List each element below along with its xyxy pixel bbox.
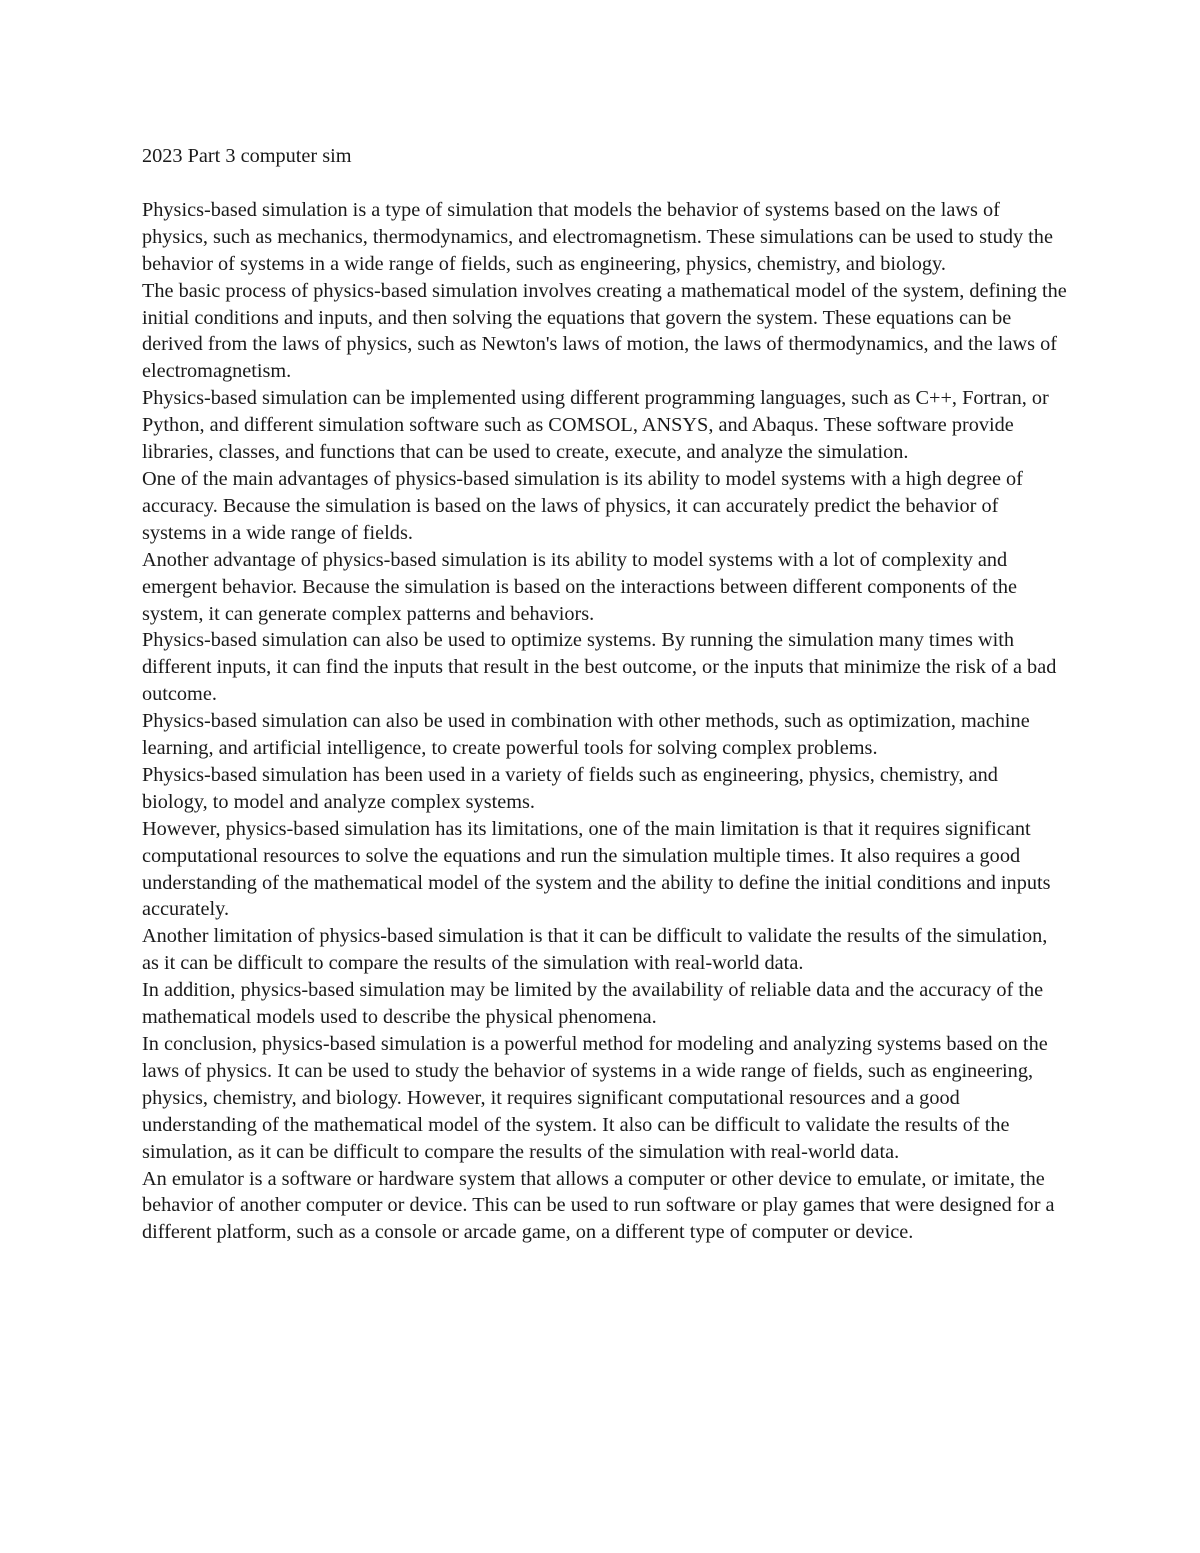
paragraph-13: An emulator is a software or hardware system that allows a computer or other device to emulate, or imitate, the behavior of another computer or device. This can be used to run software or play games that were designed for a different platform, such as a console or arcade game, on a different type of computer or device. <box>142 1167 1055 1244</box>
paragraph-5: Another advantage of physics-based simulation is its ability to model systems with a lot of complexity and emergent behavior. Because the simulation is based on the interactions between different components of the system, it can generate complex patterns and behaviors. <box>142 548 1018 625</box>
paragraph-6: Physics-based simulation can also be used to optimize systems. By running the simulation many times with different inputs, it can find the inputs that result in the best outcome, or the inputs that minimize the risk of a bad outcome. <box>142 629 1057 706</box>
paragraph-8: Physics-based simulation has been used in a variety of fields such as engineering, physics, chemistry, and biology, to model and analyze complex systems. <box>142 763 998 813</box>
paragraph-2: The basic process of physics-based simulation involves creating a mathematical model of the system, defining the initial conditions and inputs, and then solving the equations that govern the system. These equations can be derived from the laws of physics, such as Newton's laws of motion, the laws of thermodynamics, and the laws of electromagnetism. <box>142 279 1067 383</box>
paragraph-3: Physics-based simulation can be implemented using different programming languages, such as C++, Fortran, or Python, and different simulation software such as COMSOL, ANSYS, and Abaqus. These software provide libraries, classes, and functions that can be used to create, execute, and analyze the simulation. <box>142 387 1049 464</box>
paragraph-11: In addition, physics-based simulation may be limited by the availability of reliable data and the accuracy of the mathematical models used to describe the physical phenomena. <box>142 979 1044 1029</box>
paragraph-4: One of the main advantages of physics-based simulation is its ability to model systems with a high degree of accuracy. Because the simulation is based on the laws of physics, it can accurately predict the behavior of systems in a wide range of fields. <box>142 467 1023 544</box>
paragraph-9: However, physics-based simulation has its limitations, one of the main limitation is that it requires significant computational resources to solve the equations and run the simulation multiple times. It also requires a good understanding of the mathematical model of the system and the ability to define the initial conditions and inputs accurately. <box>142 817 1051 921</box>
document-body <box>142 143 1067 1246</box>
paragraph-10: Another limitation of physics-based simulation is that it can be difficult to validate the results of the simulation, as it can be difficult to compare the results of the simulation with real-world data. <box>142 925 1048 975</box>
paragraph-1: Physics-based simulation is a type of simulation that models the behavior of systems based on the laws of physics, such as mechanics, thermodynamics, and electromagnetism. These simulations can be used to study the behavior of systems in a wide range of fields, such as engineering, physics, chemistry, and biology. <box>142 198 1053 275</box>
paragraph-12: In conclusion, physics-based simulation is a powerful method for modeling and analyzing systems based on the laws of physics. It can be used to study the behavior of systems in a wide range of fields, such as engineering, physics, chemistry, and biology. However, it requires significant computational resources and a good understanding of the mathematical model of the system. It also can be difficult to validate the results of the simulation, as it can be difficult to compare the results of the simulation with real-world data. <box>142 1033 1048 1163</box>
paragraph-7: Physics-based simulation can also be used in combination with other methods, such as optimization, machine learning, and artificial intelligence, to create powerful tools for solving complex problems. <box>142 710 1030 760</box>
document-title: 2023 Part 3 computer sim <box>142 145 352 167</box>
